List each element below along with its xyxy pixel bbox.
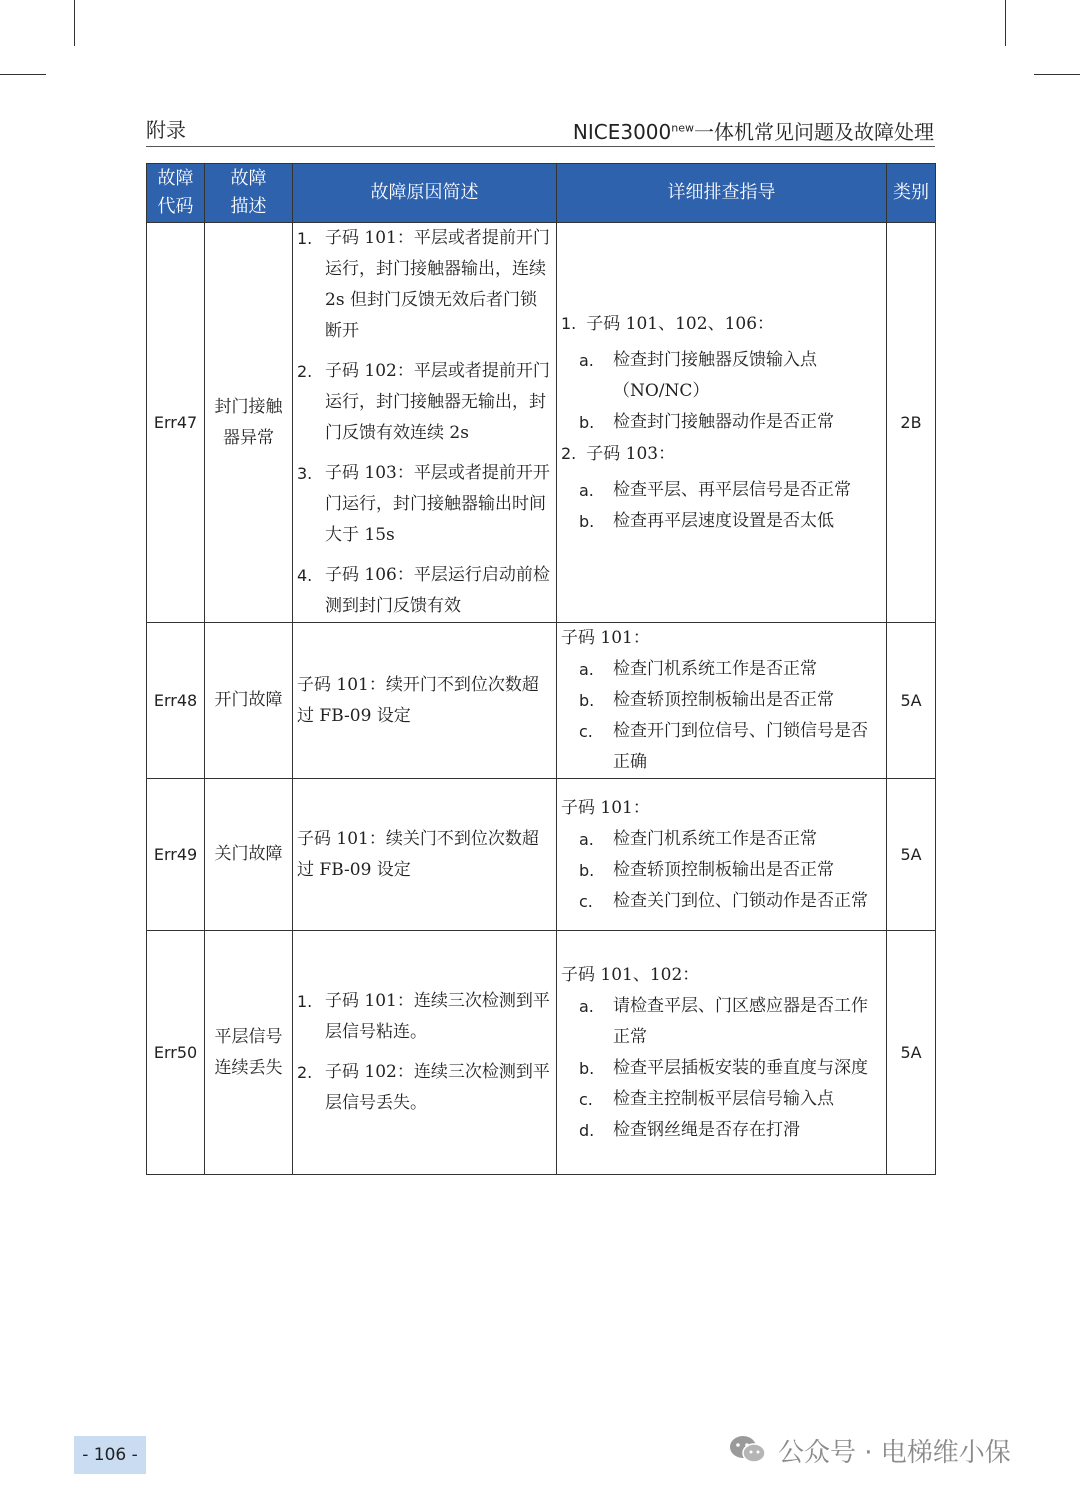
title-sup: new (671, 121, 694, 135)
guide-letter: c. (579, 891, 593, 911)
fault-table (146, 163, 936, 1175)
guide-text: 检查开门到位信号、门锁信号是否正确 (613, 721, 868, 772)
cause-item (297, 223, 552, 347)
guide-title-text: 子码 103： (586, 444, 676, 464)
fault-desc: 开门故障 (205, 623, 293, 779)
guide-letter: a. (579, 996, 594, 1016)
fault-category: 2B (887, 223, 936, 623)
guide-title-text: 子码 101、102、106： (586, 314, 775, 334)
wechat-icon (728, 1434, 768, 1466)
fault-cause (293, 779, 557, 931)
cause-item (297, 560, 552, 622)
cause-num: 1. (297, 992, 313, 1011)
watermark-text: 公众号 · 电梯维小保 (778, 1437, 1011, 1468)
guide-letter: a. (579, 481, 594, 500)
fault-desc (205, 223, 293, 623)
guide-item (561, 475, 882, 506)
header-cause: 故障原因简述 (293, 164, 557, 223)
guide-title (561, 308, 882, 340)
guide-item (561, 855, 882, 886)
table-row (147, 779, 936, 931)
guide-item (561, 654, 882, 685)
fault-desc-line: 器异常 (223, 427, 274, 448)
fault-code: Err49 (147, 779, 205, 931)
guide-item (561, 345, 882, 407)
fault-code: Err48 (147, 623, 205, 779)
cause-text: 子码 103：平层或者提前开开门运行，封门接触器输出时间大于 15s (325, 463, 550, 545)
table-row (147, 623, 936, 779)
fault-guide (557, 931, 887, 1175)
table-header-row (147, 164, 936, 223)
guide-item (561, 886, 882, 917)
header-code (147, 164, 205, 223)
guide-text: 检查钢丝绳是否存在打滑 (613, 1119, 800, 1140)
guide-letter: c. (579, 1089, 593, 1109)
crop-mark (0, 74, 46, 75)
fault-desc: 关门故障 (205, 779, 293, 931)
page-number: - 106 - (74, 1436, 146, 1474)
header-code-line: 代码 (157, 196, 194, 217)
guide-letter: a. (579, 829, 594, 849)
fault-category: 5A (887, 623, 936, 779)
cause-text: 子码 106：平层运行启动前检测到封门反馈有效 (325, 565, 550, 616)
guide-letter: c. (579, 722, 593, 741)
guide-item (561, 1115, 882, 1146)
cause-item (297, 1057, 552, 1119)
cause-item (297, 986, 552, 1048)
guide-text: 检查平层、再平层信号是否正常 (613, 480, 851, 500)
guide-text: 检查门机系统工作是否正常 (613, 659, 817, 679)
cause-num: 2. (297, 362, 313, 381)
cause-num: 4. (297, 566, 313, 585)
guide-letter: b. (579, 1058, 595, 1078)
guide-letter: a. (579, 351, 594, 370)
fault-desc-line: 连续丢失 (214, 1057, 283, 1078)
guide-item (561, 506, 882, 537)
guide-title: 子码 101： (561, 797, 650, 818)
guide-item (561, 685, 882, 716)
table-row (147, 223, 936, 623)
cause-text: 子码 102：平层或者提前开门运行，封门接触器无输出，封门反馈有效连续 2s (325, 361, 550, 443)
fault-guide (557, 623, 887, 779)
guide-title: 子码 101、102： (561, 964, 700, 985)
guide-item (561, 1084, 882, 1115)
guide-item (561, 716, 882, 778)
watermark (728, 1430, 1011, 1470)
header-desc-line: 描述 (230, 196, 267, 217)
guide-num: 2. (561, 444, 577, 463)
guide-title (561, 438, 882, 470)
header-code-line: 故障 (157, 168, 194, 189)
title-rest: 一体机常见问题及故障处理 (694, 120, 934, 144)
fault-guide (557, 779, 887, 931)
header-desc-line: 故障 (230, 168, 267, 189)
title-main: NICE3000 (572, 120, 672, 144)
fault-desc-line: 平层信号 (214, 1026, 283, 1047)
fault-category: 5A (887, 931, 936, 1175)
guide-text: 检查门机系统工作是否正常 (613, 828, 817, 849)
guide-item (561, 824, 882, 855)
fault-cause (293, 223, 557, 623)
crop-mark (1005, 0, 1006, 46)
fault-code: Err50 (147, 931, 205, 1175)
guide-text: 检查平层插板安装的垂直度与深度 (613, 1057, 868, 1078)
guide-letter: b. (579, 691, 595, 710)
guide-letter: a. (579, 660, 594, 679)
crop-mark (1034, 74, 1080, 75)
cause-item (297, 356, 552, 449)
cause-num: 1. (297, 229, 313, 248)
fault-cause (293, 623, 557, 779)
cause-text: 子码 101：连续三次检测到平层信号粘连。 (325, 991, 550, 1042)
cause-text: 子码 101：平层或者提前开门运行，封门接触器输出，连续 2s 但封门反馈无效后者门锁断开 (325, 228, 550, 341)
guide-text: 检查封门接触器反馈输入点（NO/NC） (613, 350, 817, 401)
guide-letter: b. (579, 512, 595, 531)
guide-title: 子码 101： (561, 628, 650, 648)
guide-letter: b. (579, 860, 595, 880)
guide-letter: d. (579, 1120, 595, 1140)
fault-code: Err47 (147, 223, 205, 623)
header-guide: 详细排查指导 (557, 164, 887, 223)
fault-desc-line: 封门接触 (214, 396, 283, 417)
crop-mark (74, 0, 75, 46)
cause-num: 3. (297, 464, 313, 483)
fault-cause (293, 931, 557, 1175)
cause-text: 子码 101：续开门不到位次数超过 FB-09 设定 (297, 674, 539, 726)
guide-text: 检查轿顶控制板输出是否正常 (613, 690, 834, 710)
cause-item (297, 458, 552, 551)
guide-text: 请检查平层、门区感应器是否工作正常 (613, 995, 868, 1047)
guide-text: 检查轿顶控制板输出是否正常 (613, 859, 834, 880)
guide-text: 检查再平层速度设置是否太低 (613, 511, 834, 531)
section-label: 附录 (146, 118, 186, 142)
guide-item (561, 1053, 882, 1084)
guide-text: 检查关门到位、门锁动作是否正常 (613, 890, 868, 911)
fault-category: 5A (887, 779, 936, 931)
cause-text: 子码 101：续关门不到位次数超过 FB-09 设定 (297, 828, 539, 880)
guide-letter: b. (579, 413, 595, 432)
guide-text: 检查封门接触器动作是否正常 (613, 412, 834, 432)
guide-item (561, 407, 882, 438)
header-rule (146, 146, 935, 147)
cause-text: 子码 102：连续三次检测到平层信号丢失。 (325, 1062, 550, 1113)
guide-num: 1. (561, 314, 577, 333)
header-desc (205, 164, 293, 223)
table-row (147, 931, 936, 1175)
guide-item (561, 991, 882, 1053)
document-title (573, 116, 934, 145)
guide-text: 检查主控制板平层信号输入点 (613, 1088, 834, 1109)
fault-desc (205, 931, 293, 1175)
cause-num: 2. (297, 1063, 313, 1082)
fault-guide (557, 223, 887, 623)
header-category: 类别 (887, 164, 936, 223)
